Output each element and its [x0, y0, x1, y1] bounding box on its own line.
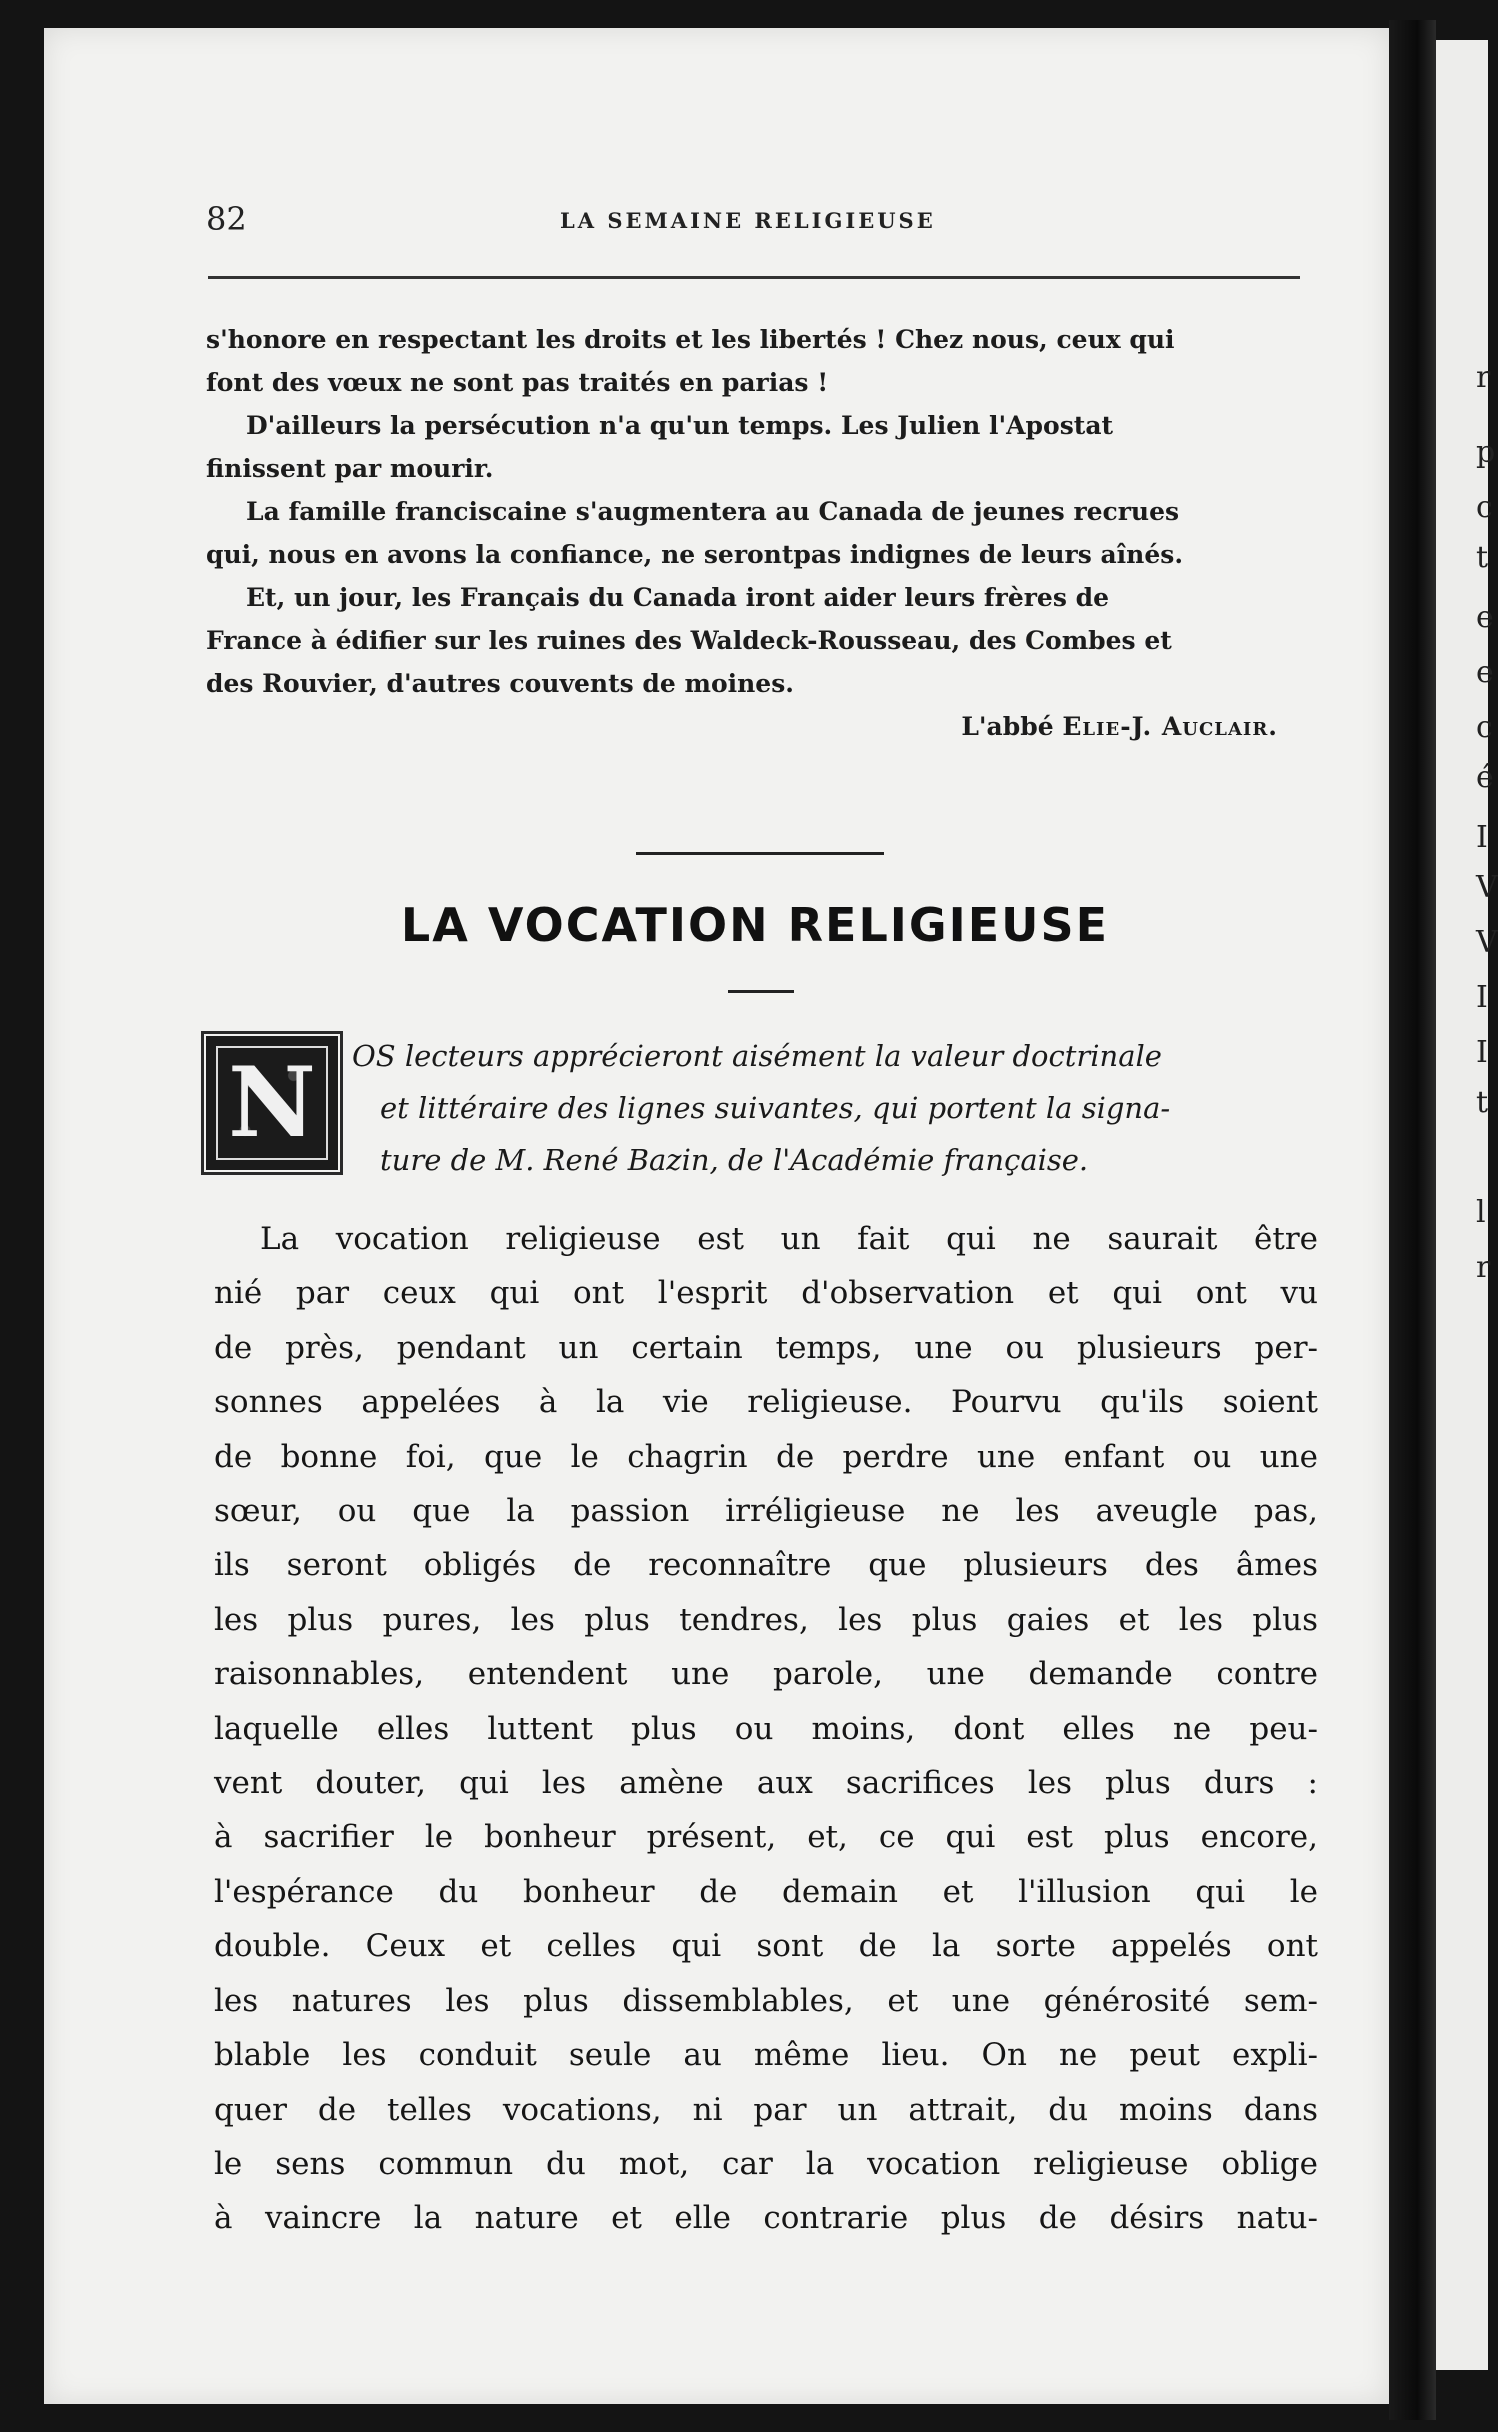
text-line: La famille franciscaine s'augmentera au Canada de jeunes recrues [246, 497, 1180, 526]
body-line: les natures les plus dissemblables, et une générosité sem- [214, 1982, 1318, 2019]
running-head: LA SEMAINE RELIGIEUSE [560, 208, 936, 233]
facing-page-letter: I [1476, 1035, 1488, 1070]
facing-page-letter: r [1476, 360, 1491, 395]
facing-page-letter: e [1476, 655, 1494, 690]
body-line: vent douter, qui les amène aux sacrifices les plus durs : [214, 1765, 1318, 1802]
drop-cap-frame [216, 1046, 328, 1160]
body-line: de bonne foi, que le chagrin de perdre une enfant ou une [214, 1438, 1318, 1475]
facing-page-letter: r [1476, 1250, 1491, 1285]
facing-page-letter: t [1476, 1085, 1489, 1120]
article-body [214, 1212, 1318, 2246]
body-line: à sacrifier le bonheur présent, et, ce qui est plus encore, [214, 1819, 1318, 1856]
text-line: s'honore en respectant les droits et les libertés ! Chez nous, ceux qui [206, 325, 1175, 354]
facing-page-letter: é [1476, 760, 1494, 795]
body-line: à vaincre la nature et elle contrarie plus de désirs natu- [214, 2200, 1318, 2237]
facing-page-edge [1436, 40, 1498, 2370]
signature-name: Elie-J. Auclair. [1062, 712, 1278, 741]
facing-page-letter: I [1476, 820, 1488, 855]
body-line: sœur, ou que la passion irréligieuse ne les aveugle pas, [214, 1493, 1318, 1530]
text-line: des Rouvier, d'autres couvents de moines. [206, 669, 794, 698]
body-line: le sens commun du mot, car la vocation religieuse oblige [214, 2145, 1318, 2182]
facing-page-letter: V [1476, 925, 1498, 960]
signature-prefix: L'abbé [961, 712, 1063, 741]
signature [206, 705, 1304, 748]
body-line: double. Ceux et celles qui sont de la sorte appelés ont [214, 1928, 1318, 1965]
body-line: La vocation religieuse est un fait qui ne saurait être [260, 1221, 1318, 1257]
facing-page-letter: c [1476, 710, 1493, 745]
body-line: les plus pures, les plus tendres, les plus gaies et les plus [214, 1601, 1318, 1638]
body-line: raisonnables, entendent une parole, une demande contre [214, 1656, 1318, 1693]
intro-line: et littéraire des lignes suivantes, qui portent la signa- [380, 1091, 1171, 1125]
text-line: qui, nous en avons la confiance, ne serontpas indignes de leurs aînés. [206, 540, 1184, 569]
editor-introduction [352, 1030, 1304, 1186]
facing-page-letter: c [1476, 490, 1493, 525]
facing-page-letter: V [1476, 870, 1498, 905]
body-line: quer de telles vocations, ni par un attrait, du moins dans [214, 2091, 1318, 2128]
body-line: de près, pendant un certain temps, une ou plusieurs per- [214, 1329, 1318, 1366]
text-line: France à édifier sur les ruines des Waldeck-Rousseau, des Combes et [206, 626, 1172, 655]
body-line: sonnes appelées à la vie religieuse. Pourvu qu'ils soient [214, 1384, 1318, 1421]
section-separator [636, 852, 884, 855]
header-rule [208, 276, 1300, 279]
article-title: LA VOCATION RELIGIEUSE [400, 898, 1110, 952]
body-line: l'espérance du bonheur de demain et l'illusion qui le [214, 1873, 1318, 1910]
body-line: nié par ceux qui ont l'esprit d'observation et qui ont vu [214, 1275, 1318, 1312]
text-line: font des vœux ne sont pas traités en parias ! [206, 368, 829, 397]
facing-page-letter: l [1476, 1195, 1486, 1230]
text-line: finissent par mourir. [206, 454, 494, 483]
ornamental-drop-cap [206, 1036, 338, 1170]
facing-page-letter: t [1476, 540, 1489, 575]
page-number: 82 [206, 200, 247, 238]
body-line: laquelle elles luttent plus ou moins, dont elles ne peu- [214, 1710, 1318, 1747]
intro-line: OS lecteurs apprécieront aisément la valeur doctrinale [352, 1039, 1162, 1073]
text-line: Et, un jour, les Français du Canada iront aider leurs frères de [246, 583, 1110, 612]
facing-page-letter: e [1476, 600, 1494, 635]
drop-cap-letter: N [228, 1046, 316, 1159]
previous-article-end [206, 318, 1304, 748]
facing-page-letter: p [1476, 435, 1496, 470]
book-gutter [1389, 20, 1436, 2420]
intro-line: ture de M. René Bazin, de l'Académie française. [380, 1143, 1089, 1177]
facing-page-letter: I [1476, 980, 1488, 1015]
body-line: ils seront obligés de reconnaître que plusieurs des âmes [214, 1547, 1318, 1584]
body-line: blable les conduit seule au même lieu. On ne peut expli- [214, 2037, 1318, 2074]
title-rule [728, 990, 794, 993]
text-line: D'ailleurs la persécution n'a qu'un temps. Les Julien l'Apostat [246, 411, 1114, 440]
